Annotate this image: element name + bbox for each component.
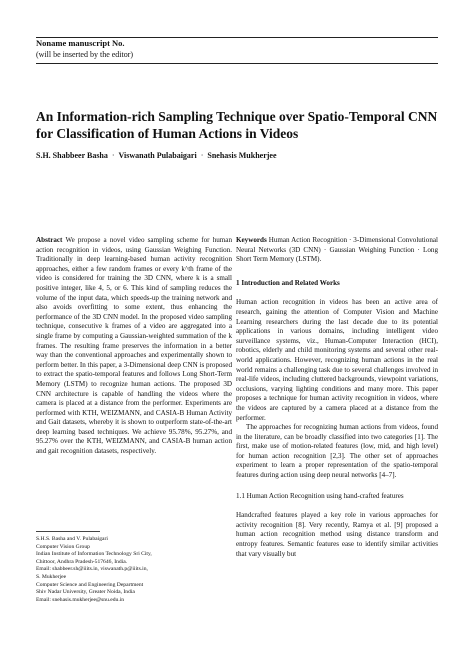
author-list — [36, 150, 436, 161]
right-column — [236, 236, 438, 559]
affiliation-footnote — [36, 536, 232, 604]
footnote-line: S.H.S. Basha and V. Pulabaigari — [36, 536, 108, 542]
footnote-line: Shiv Nadar University, Greater Noida, India — [36, 589, 135, 596]
footnote-line: Computer Science and Engineering Department — [36, 581, 144, 588]
author-name: Viswanath Pulabaigari — [118, 151, 197, 160]
left-column — [36, 236, 232, 457]
footnote-line: Chittoor, Andhra Pradesh-517646, India. — [36, 558, 128, 565]
footnote-line: Email: snehasis.mukherjee@snu.edu.in — [36, 596, 125, 603]
footnote-line: Indian Institute of Information Technology Sri City, — [36, 551, 152, 558]
paragraph: Handcrafted features played a key role in various approaches for activity recognition [8]. Very recently, Ramya et al. [9] proposed a human action recognition method using distance transform and entropy features. Semantic features ease to identify similar activities that vary visually but — [236, 511, 438, 558]
footnote-line: S. Mukherjee — [36, 573, 67, 580]
author-separator: · — [111, 151, 115, 160]
footnote-rule — [36, 531, 100, 532]
paragraph: The approaches for recognizing human actions from videos, found in the literature, can be broadly classified into two categories [1]. The first, make use of motion-related features (low, mid, and high level) for human action recognition [2,3]. The other set of approaches experiment to learn a proper representation of the spatio-temporal features during action using deep neural networks [4–7]. — [236, 423, 438, 480]
manuscript-number: Noname manuscript No. — [36, 38, 125, 48]
keywords-label: Keywords — [236, 236, 267, 244]
author-name: Snehasis Mukherjee — [207, 151, 277, 160]
abstract-label: Abstract — [36, 236, 63, 244]
paragraph: Human action recognition in videos has been an active area of research, gaining the attention of Computer Vision and Machine Learning researchers during the last decade due to its potential applications in various domains, including intelligent video surveillance systems, viz., Human-Computer Interaction (HCI), robotics, elderly and child monitoring systems and several other real-world applications. However, recognizing human actions in the real world remains a challenging task due to several challenges involved in real-life videos, including cluttered backgrounds, viewpoint variations, occlusions, varying lighting conditions and many more. This paper proposes a technique for human activity recognition in videos, where the videos are captured by a camera placed at a distance from the performer. — [236, 298, 438, 422]
footnote-line: Computer Vision Group — [36, 543, 90, 550]
subsection-heading: 1.1 Human Action Recognition using hand-crafted features — [236, 491, 404, 500]
abstract-body: We propose a novel video sampling scheme for human action recognition in videos, using Gaussian Weighing Function. Traditionally in deep learning-based human activity recognition approaches, either a few random frames or every k^th frame of the video is considered for training the 3D CNN, where k is a small positive integer, like 4, 5, or 6. This kind of sampling reduces the volume of the input data, which speeds-up the training network and also avoids overfitting to some extent, thus enhancing the performance of the 3D CNN model. In the proposed video sampling technique, consecutive k frames of a video are aggregated into a single frame by computing a Gaussian-weighted summation of the k frames. The resulting frame preserves the information in a better way than the conventional approaches and experimentally shown to perform better. In this paper, a 3-Dimensional deep CNN is proposed to extract the spatio-temporal features and follows Long Short-Term Memory (LSTM) to recognize human actions. The proposed 3D CNN architecture is capable of handling the videos where the camera is placed at a distance from the performer. Experiments are performed with KTH, WEIZMANN, and CASIA-B Human Activity and Gait datasets, whereby it is shown to outperform state-of-the-art deep learning based techniques. We achieve 95.78%, 95.27%, and 95.27% over the KTH, WEIZMANN, and CASIA-B human action and gait recognition datasets, respectively. — [36, 236, 232, 456]
keywords — [236, 236, 438, 265]
editor-note: (will be inserted by the editor) — [36, 50, 134, 59]
author-name: S.H. Shabbeer Basha — [36, 151, 108, 160]
manuscript-header — [36, 38, 438, 60]
section-heading: 1 Introduction and Related Works — [236, 278, 340, 287]
paper-title: An Information-rich Sampling Technique over Spatio-Temporal CNN for Classification of Human Actions in Videos — [36, 109, 438, 141]
abstract — [36, 236, 232, 457]
header-rule-bottom — [36, 63, 438, 64]
keywords-body: Human Action Recognition · 3-Dimensional Convolutional Neural Networks (3D CNN) · Gaussian Weighing Function · Long Short Term Memory (LSTM). — [236, 236, 438, 264]
author-separator: · — [200, 151, 204, 160]
footnote-line: Email: shabbeer.sh@iiits.in, viswanath.p@iiits.in, — [36, 566, 148, 573]
